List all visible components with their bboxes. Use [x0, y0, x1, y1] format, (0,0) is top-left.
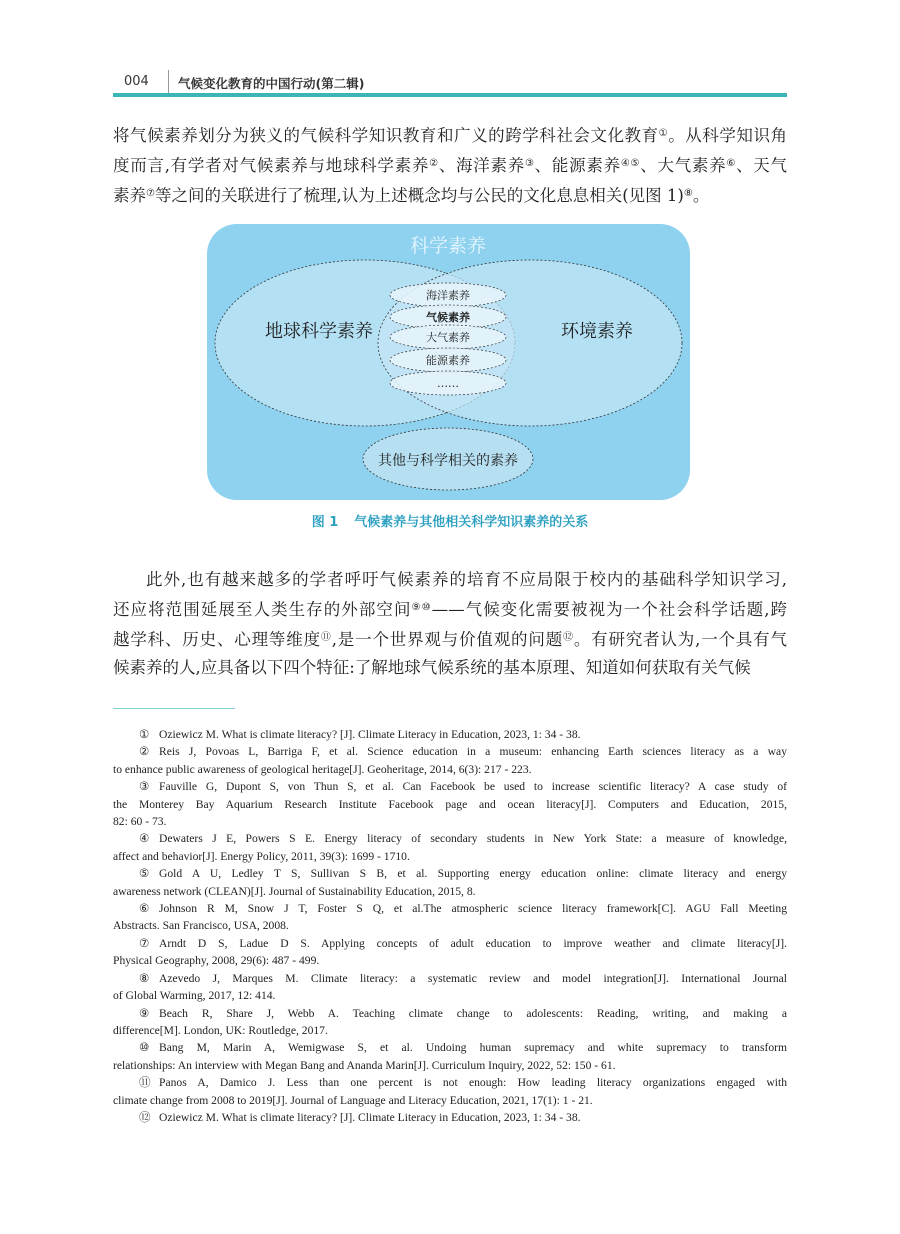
footnote-line [113, 761, 787, 778]
text-segment: 素养 [113, 186, 146, 205]
text-line [113, 594, 787, 624]
footnote-line [113, 778, 787, 795]
text-line [113, 180, 787, 210]
footnote-mark: ⑪ [139, 1076, 151, 1090]
footnote-line [113, 813, 787, 830]
figure-caption [0, 511, 900, 530]
footnote-ref[interactable]: ⑪ [320, 632, 332, 643]
text-segment: 、海洋素养 [438, 156, 525, 175]
footnote-ref[interactable]: ⑦ [146, 188, 155, 199]
footnote-text: of Global Warming, 2017, 12: 414. [113, 989, 276, 1003]
footnote-mark: ③ [139, 780, 150, 794]
footnote-mark: ⑩ [139, 1041, 150, 1055]
footnote-text: affect and behavior[J]. Energy Policy, 2011, 39(3): 1699 - 1710. [113, 849, 410, 863]
footnote-line [113, 900, 787, 917]
other-science-label: 其他与科学相关的素养 [378, 453, 518, 469]
footnote-text: Azevedo J, Marques M. Climate literacy: a systematic review and model integration[J]. International Journal [159, 971, 787, 985]
paragraph-2 [113, 566, 787, 682]
footnote [113, 935, 787, 970]
footnote-ref[interactable]: ⑧ [683, 188, 693, 199]
text-line [113, 624, 787, 654]
footnote-text: 82: 60 - 73. [113, 815, 167, 829]
text-segment: 。有研究者认为,一个具有气 [573, 630, 788, 649]
footnote-text: climate change from 2008 to 2019[J]. Journal of Language and Literacy Education, 2021, 17(1): 1 - 21. [113, 1093, 593, 1107]
footnote-text: to enhance public awareness of geological heritage[J]. Geoheritage, 2014, 6(3): 217 - 223. [113, 762, 532, 776]
figure-number: 图 1 [311, 515, 339, 530]
footnote-text: Gold A U, Ledley T S, Sullivan S B, et al. Supporting energy education online: climate literacy and energy [159, 867, 787, 881]
text-line [113, 150, 787, 180]
footnote [113, 900, 787, 935]
footnote-text: Johnson R M, Snow J T, Foster S Q, et al.The atmospheric science literacy framework[C]. AGU Fall Meeting [159, 902, 787, 916]
text-segment: 此外,也有越来越多的学者呼吁气候素养的培育不应局限于校内的基础科学知识学习, [146, 570, 787, 589]
footnote-ref[interactable]: ③ [524, 158, 535, 169]
footnote-mark: ① [139, 728, 150, 741]
page-number: 004 [124, 74, 149, 89]
footnote-line [113, 1109, 787, 1126]
text-segment: 候素养的人,应具备以下四个特征:了解地球气候系统的基本原理、知道如何获取有关气候 [113, 658, 751, 677]
footnote [113, 1109, 787, 1126]
footnote-line [113, 743, 787, 760]
footnote-rule [113, 708, 235, 709]
footnote-text: Fauville G, Dupont S, von Thun S, et al. Can Facebook be used to increase scientific literacy? A case study of [159, 780, 787, 794]
earth-science-label: 地球科学素养 [265, 321, 373, 342]
text-segment: 越学科、历史、心理等维度 [113, 630, 321, 649]
footnote-line [113, 1074, 787, 1091]
footnote-text: Oziewicz M. What is climate literacy? [J]. Climate Literacy in Education, 2023, 1: 34 - 38. [159, 1110, 581, 1124]
footnote-mark: ⑦ [139, 936, 150, 950]
science-literacy-label: 科学素养 [409, 235, 487, 257]
footnote-line [113, 796, 787, 813]
literacy-stack-label: 大气素养 [426, 331, 470, 344]
footnote [113, 830, 787, 865]
footnote-ref[interactable]: ⑫ [563, 632, 574, 643]
footnote-line [113, 883, 787, 900]
text-segment: 还应将范围延展至人类生存的外部空间 [113, 600, 412, 619]
text-segment: 、天气 [736, 156, 788, 175]
footnote-mark: ⑤ [139, 867, 150, 881]
footnote-text: Abstracts. San Francisco, USA, 2008. [113, 919, 289, 933]
footnote-line [113, 1022, 787, 1039]
text-segment: 。从科学知识角 [668, 126, 788, 145]
footnote-text: relationships: An interview with Megan Bang and Ananda Marin[J]. Curriculum Inquiry, 2022, 52: 150 - 61. [113, 1058, 616, 1072]
header-divider [168, 70, 169, 94]
literacy-stack-label: 海洋素养 [426, 289, 470, 302]
footnote [113, 1074, 787, 1109]
footnote-ref[interactable]: ⑨⑩ [411, 602, 432, 613]
footnote-line [113, 1039, 787, 1056]
footnote-text: Panos A, Damico J. Less than one percent is not enough: How leading literacy organizations engaged with [159, 1076, 787, 1090]
footnote-ref[interactable]: ② [429, 158, 439, 169]
footnote-mark: ② [139, 745, 150, 759]
footnote-line [113, 1092, 787, 1109]
footnote-text: Dewaters J E, Powers S E. Energy literacy of secondary students in New York State: a measure of knowledge, [159, 832, 787, 846]
footnote-line [113, 726, 787, 743]
footnote-line [113, 917, 787, 934]
running-head-title: 气候变化教育的中国行动(第二辑) [178, 76, 365, 91]
footnote-ref[interactable]: ① [658, 128, 669, 139]
footnote-text: Beach R, Share J, Webb A. Teaching climate change to adolescents: Reading, writing, and making a [159, 1006, 787, 1020]
text-segment: ——气候变化需要被视为一个社会科学话题,跨 [431, 600, 788, 619]
footnote [113, 726, 787, 743]
footnotes [113, 726, 787, 1126]
text-segment: 将气候素养划分为狭义的气候科学知识教育和广义的跨学科社会文化教育 [113, 126, 659, 145]
footnote-text: awareness network (CLEAN)[J]. Journal of Sustainability Education, 2015, 8. [113, 884, 476, 898]
footnote-ref[interactable]: ④⑤ [620, 158, 641, 169]
paragraph-1 [113, 120, 787, 210]
footnote-line [113, 1005, 787, 1022]
literacy-stack-label: 能源素养 [426, 354, 470, 367]
environment-label: 环境素养 [561, 321, 633, 342]
footnote-line [113, 865, 787, 882]
footnote-text: Bang M, Marin A, Wemigwase S, et al. Undoing human supremacy and white supremacy to transform [159, 1041, 787, 1055]
text-segment: 。 [692, 186, 710, 205]
footnote-text: difference[M]. London, UK: Routledge, 2017. [113, 1023, 328, 1037]
footnote-mark: ④ [139, 832, 150, 846]
text-segment: 、能源素养 [534, 156, 621, 175]
footnote [113, 1039, 787, 1074]
footnote-mark: ⑨ [139, 1006, 150, 1020]
text-segment: ,是一个世界观与价值观的问题 [331, 630, 564, 649]
footnote-line [113, 848, 787, 865]
literacy-stack-label: 气候素养 [426, 311, 470, 324]
text-line [113, 566, 787, 594]
footnote [113, 743, 787, 778]
footnote-line [113, 970, 787, 987]
header-rule [113, 93, 787, 97]
footnote-text: Arndt D S, Ladue D S. Applying concepts of adult education to improve weather and climate literacy[J]. [159, 936, 787, 950]
footnote [113, 865, 787, 900]
footnote-text: the Monterey Bay Aquarium Research Institute Facebook page and ocean literacy[J]. Computers and Education, 2015, [113, 797, 787, 811]
footnote-mark: ⑥ [139, 902, 150, 916]
text-segment: 度而言,有学者对气候素养与地球科学素养 [113, 156, 430, 175]
footnote-text: Physical Geography, 2008, 29(6): 487 - 499. [113, 954, 320, 968]
text-segment: 等之间的关联进行了梳理,认为上述概念均与公民的文化息息相关(见图 1) [154, 186, 684, 205]
text-segment: 、大气素养 [640, 156, 727, 175]
figure-1-venn-diagram [207, 224, 690, 500]
footnote-text: Reis J, Povoas L, Barriga F, et al. Science education in a museum: enhancing Earth sciences literacy as a way [159, 745, 787, 759]
literacy-stack-label: …… [437, 377, 459, 390]
footnote-mark: ⑧ [139, 971, 150, 985]
figure-caption-text: 气候素养与其他相关科学知识素养的关系 [354, 515, 589, 530]
text-line [113, 120, 787, 150]
footnote [113, 1005, 787, 1040]
footnote-line [113, 935, 787, 952]
footnote [113, 778, 787, 830]
footnote-text: Oziewicz M. What is climate literacy? [J]. Climate Literacy in Education, 2023, 1: 34 - 38. [159, 728, 581, 741]
footnote [113, 970, 787, 1005]
footnote-mark: ⑫ [139, 1110, 151, 1124]
footnote-line [113, 1057, 787, 1074]
footnote-line [113, 830, 787, 847]
footnote-ref[interactable]: ⑥ [726, 158, 737, 169]
footnote-line [113, 952, 787, 969]
footnote-line [113, 987, 787, 1004]
text-line [113, 654, 787, 682]
